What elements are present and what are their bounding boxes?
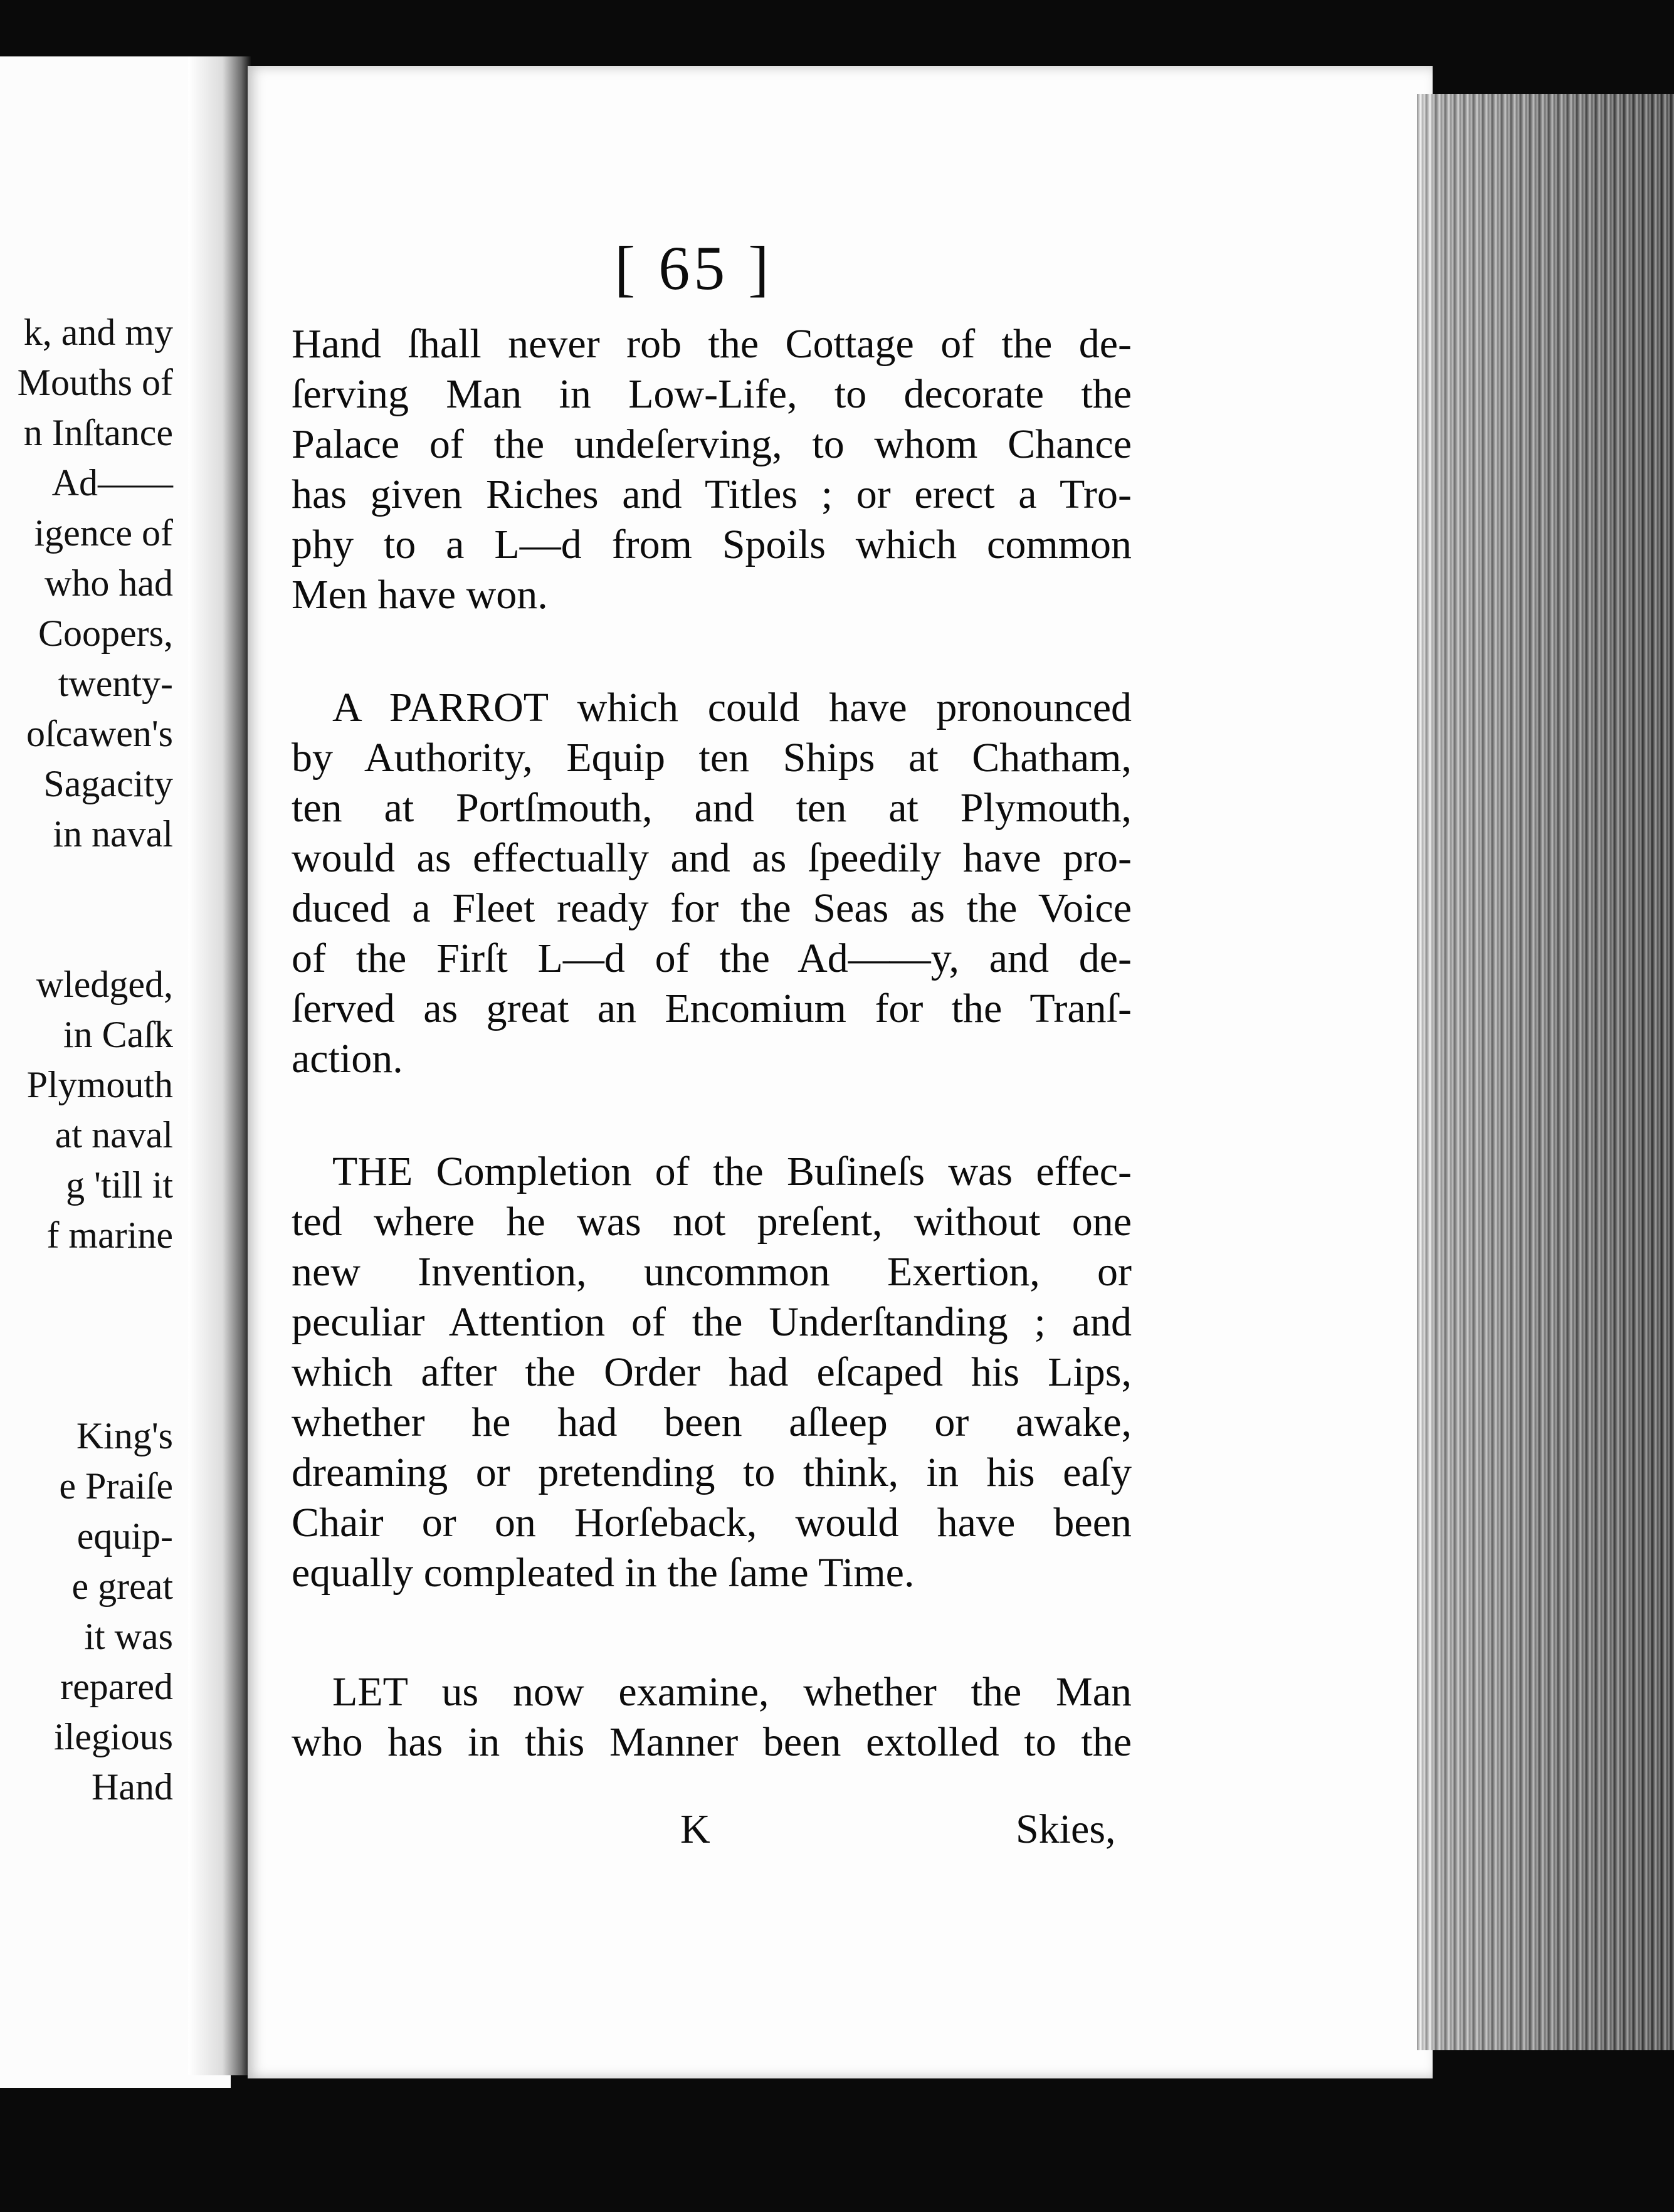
left-page-line: k, and my [23, 312, 173, 353]
left-page-line: e great [71, 1566, 173, 1607]
left-page-line: Mouths of [17, 362, 173, 403]
left-page-line: wledged, [36, 964, 173, 1005]
text-line: Hand ſhall never rob the Cottage of the de- [292, 321, 1132, 367]
left-page-line: f marine [46, 1214, 173, 1256]
left-page-line: g 'till it [66, 1164, 173, 1206]
signature-mark: K [680, 1806, 710, 1852]
text-line: action. [292, 1036, 403, 1082]
left-page-line: Hand [92, 1766, 173, 1808]
text-line: of the Firſt L—d of the Ad——y, and de- [292, 935, 1132, 981]
left-page-line: who had [45, 562, 173, 604]
text-line: ſerving Man in Low-Life, to decorate the [292, 371, 1132, 417]
text-line: which after the Order had eſcaped his Lips, [292, 1349, 1132, 1395]
left-page-line: oſcawen's [26, 713, 173, 754]
left-page-line: ilegious [54, 1716, 173, 1757]
text-line: duced a Fleet ready for the Seas as the Voice [292, 885, 1132, 931]
left-page-line: Sagacity [43, 763, 173, 804]
text-line: Men have won. [292, 572, 548, 618]
left-page-line: Plymouth [26, 1064, 173, 1105]
catchword: Skies, [1016, 1806, 1116, 1852]
text-line: equally compleated in the ſame Time. [292, 1550, 915, 1596]
text-line: Palace of the undeſerving, to whom Chance [292, 421, 1132, 467]
left-page-line: e Praiſe [59, 1465, 173, 1507]
left-page-line: it was [84, 1616, 173, 1657]
text-line: dreaming or pretending to think, in his eaſy [292, 1450, 1132, 1495]
text-line: by Authority, Equip ten Ships at Chatham, [292, 735, 1132, 781]
page-number: [ 65 ] [614, 233, 773, 303]
left-page-line: Coopers, [38, 613, 173, 654]
left-page-line: twenty- [58, 663, 173, 704]
left-page-line: equip- [76, 1515, 173, 1557]
left-page-line: King's [76, 1415, 173, 1456]
left-page-line: in Caſk [63, 1014, 173, 1055]
text-line: new Invention, uncommon Exertion, or [292, 1249, 1132, 1295]
left-page-line: igence of [34, 512, 173, 554]
text-line: Chair or on Horſeback, would have been [292, 1500, 1132, 1546]
text-line: A PARROT which could have pronounced [332, 685, 1132, 730]
text-line: phy to a L—d from Spoils which common [292, 522, 1132, 567]
page-edges-shade [1417, 94, 1674, 2050]
text-line: who has in this Manner been extolled to the [292, 1719, 1132, 1765]
left-page-line: repared [60, 1666, 173, 1707]
text-line: has given Riches and Titles ; or erect a Tro- [292, 471, 1132, 517]
left-page-line: in naval [53, 813, 173, 855]
left-page-line: Ad—— [51, 462, 173, 503]
text-line: LET us now examine, whether the Man [332, 1669, 1132, 1715]
text-line: peculiar Attention of the Underſtanding ; and [292, 1299, 1132, 1345]
text-line: whether he had been aſleep or awake, [292, 1399, 1132, 1445]
text-line: ted where he was not preſent, without one [292, 1199, 1132, 1245]
book-gutter [188, 56, 251, 2075]
text-line: ten at Portſmouth, and ten at Plymouth, [292, 785, 1132, 831]
left-page-line: n Inſtance [23, 412, 173, 453]
text-line: would as effectually and as ſpeedily have pro- [292, 835, 1132, 881]
text-line: ſerved as great an Encomium for the Tranſ- [292, 986, 1132, 1031]
text-line: THE Completion of the Buſineſs was effec- [332, 1149, 1132, 1194]
left-page-line: at naval [55, 1114, 173, 1156]
